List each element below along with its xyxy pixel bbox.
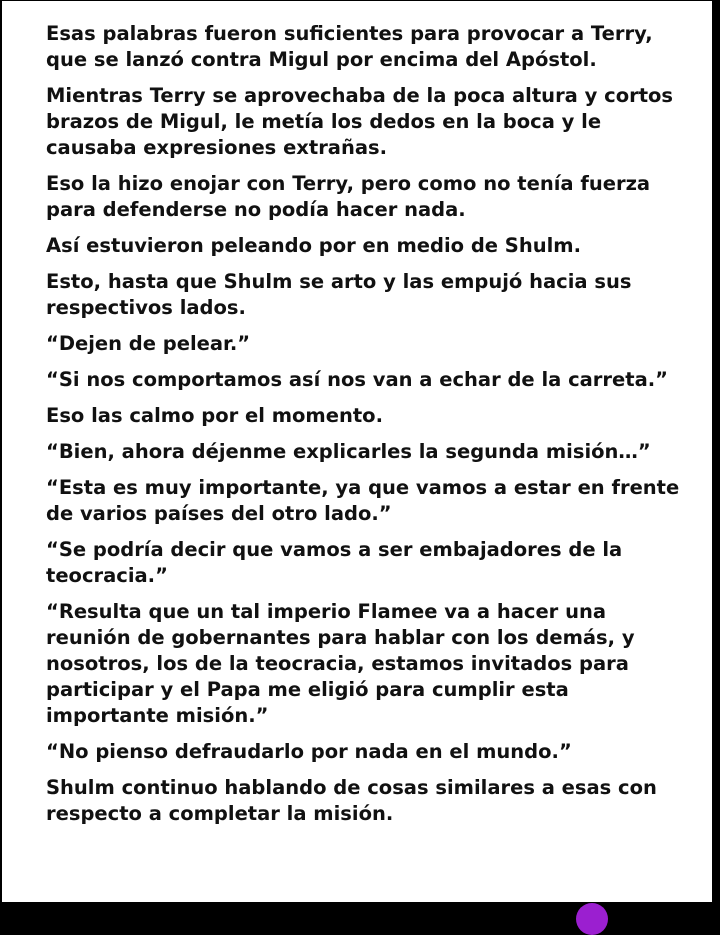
paragraph-12: “Resulta que un tal imperio Flamee va a hacer una reunión de gobernantes para hablar con los demás, y nosotros, los de la teocracia, estamos invitados para participar y el Papa me eligió para cumplir esta importante misión.” (46, 600, 635, 727)
paragraph-5: Esto, hasta que Shulm se arto y las empujó hacia sus respectivos lados. (46, 270, 632, 319)
paragraph-14: Shulm continuo hablando de cosas similares a esas con respecto a completar la misión. (46, 776, 657, 825)
paragraph-9: “Bien, ahora déjenme explicarles la segunda misión…” (46, 440, 651, 463)
paragraph-6: “Dejen de pelear.” (46, 332, 251, 355)
paragraph-2: Mientras Terry se aprovechaba de la poca altura y cortos brazos de Migul, le metía los dedos en la boca y le causaba expresiones extrañas. (46, 84, 674, 159)
paragraph-1: Esas palabras fueron suficientes para provocar a Terry, que se lanzó contra Migul por encima del Apóstol. (46, 22, 653, 71)
paragraph-8: Eso las calmo por el momento. (46, 404, 383, 427)
paragraph-13: “No pienso defraudarlo por nada en el mundo.” (46, 740, 572, 763)
paragraph-4: Así estuvieron peleando por en medio de Shulm. (46, 234, 582, 257)
paragraph-7: “Si nos comportamos así nos van a echar de la carreta.” (46, 368, 668, 391)
document-body (46, 21, 686, 837)
paragraph-3: Eso la hizo enojar con Terry, pero como no tenía fuerza para defenderse no podía hacer nada. (46, 172, 651, 221)
bottom-frame-bar (0, 902, 720, 914)
paragraph-10: “Esta es muy importante, ya que vamos a estar en frente de varios países del otro lado.” (46, 476, 680, 525)
floating-action-indicator[interactable] (576, 903, 608, 935)
right-frame-edge (712, 0, 720, 914)
paragraph-11: “Se podría decir que vamos a ser embajadores de la teocracia.” (46, 538, 623, 587)
